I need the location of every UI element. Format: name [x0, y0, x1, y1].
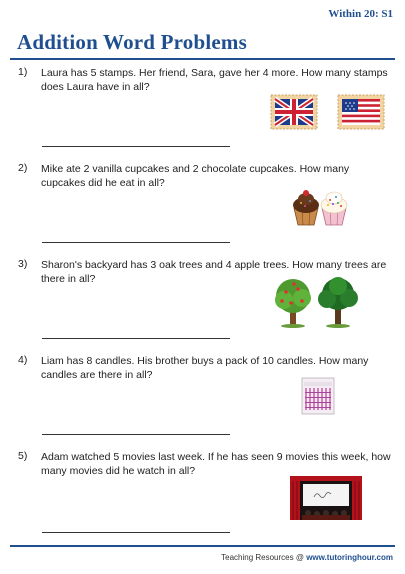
footer-rule [10, 545, 395, 547]
problem-text: Laura has 5 stamps. Her friend, Sara, gave her 4 more. How many stamps does Laura have in all? [41, 67, 388, 93]
problem-2 [10, 162, 395, 258]
trees-icon [272, 276, 362, 328]
problem-text: Mike ate 2 vanilla cupcakes and 2 chocolate cupcakes. How many cupcakes did he eat in all? [41, 163, 350, 189]
movie-theater-icon [290, 476, 362, 520]
problem-1 [10, 66, 395, 162]
cupcakes-icon [290, 188, 350, 226]
problem-text: Adam watched 5 movies last week. If he has seen 9 movies this week, how many movies did he watch in all? [41, 451, 391, 477]
problem-number: 3) [18, 258, 28, 270]
stamps-icon [270, 94, 386, 130]
answer-line[interactable] [42, 146, 230, 147]
footer-brand-link[interactable]: www.tutoringhour.com [306, 553, 393, 562]
footer-prefix: Teaching Resources @ [221, 553, 307, 562]
problem-text: Liam has 8 candles. His brother buys a pack of 10 candles. How many candles are there in all? [41, 355, 369, 381]
problem-text: Sharon's backyard has 3 oak trees and 4 apple trees. How many trees are there in all? [41, 259, 387, 285]
answer-line[interactable] [42, 532, 230, 533]
problem-3 [10, 258, 395, 354]
candles-icon [300, 376, 336, 416]
title-rule [10, 58, 395, 60]
problem-number: 5) [18, 450, 28, 462]
problem-number: 4) [18, 354, 28, 366]
grade-badge: Within 20: S1 [328, 8, 393, 20]
answer-line[interactable] [42, 242, 230, 243]
answer-line[interactable] [42, 338, 230, 339]
page-title: Addition Word Problems [17, 30, 247, 54]
footer [221, 553, 393, 562]
answer-line[interactable] [42, 434, 230, 435]
problem-number: 1) [18, 66, 28, 78]
problem-number: 2) [18, 162, 28, 174]
problem-5 [10, 450, 395, 546]
problem-4 [10, 354, 395, 450]
